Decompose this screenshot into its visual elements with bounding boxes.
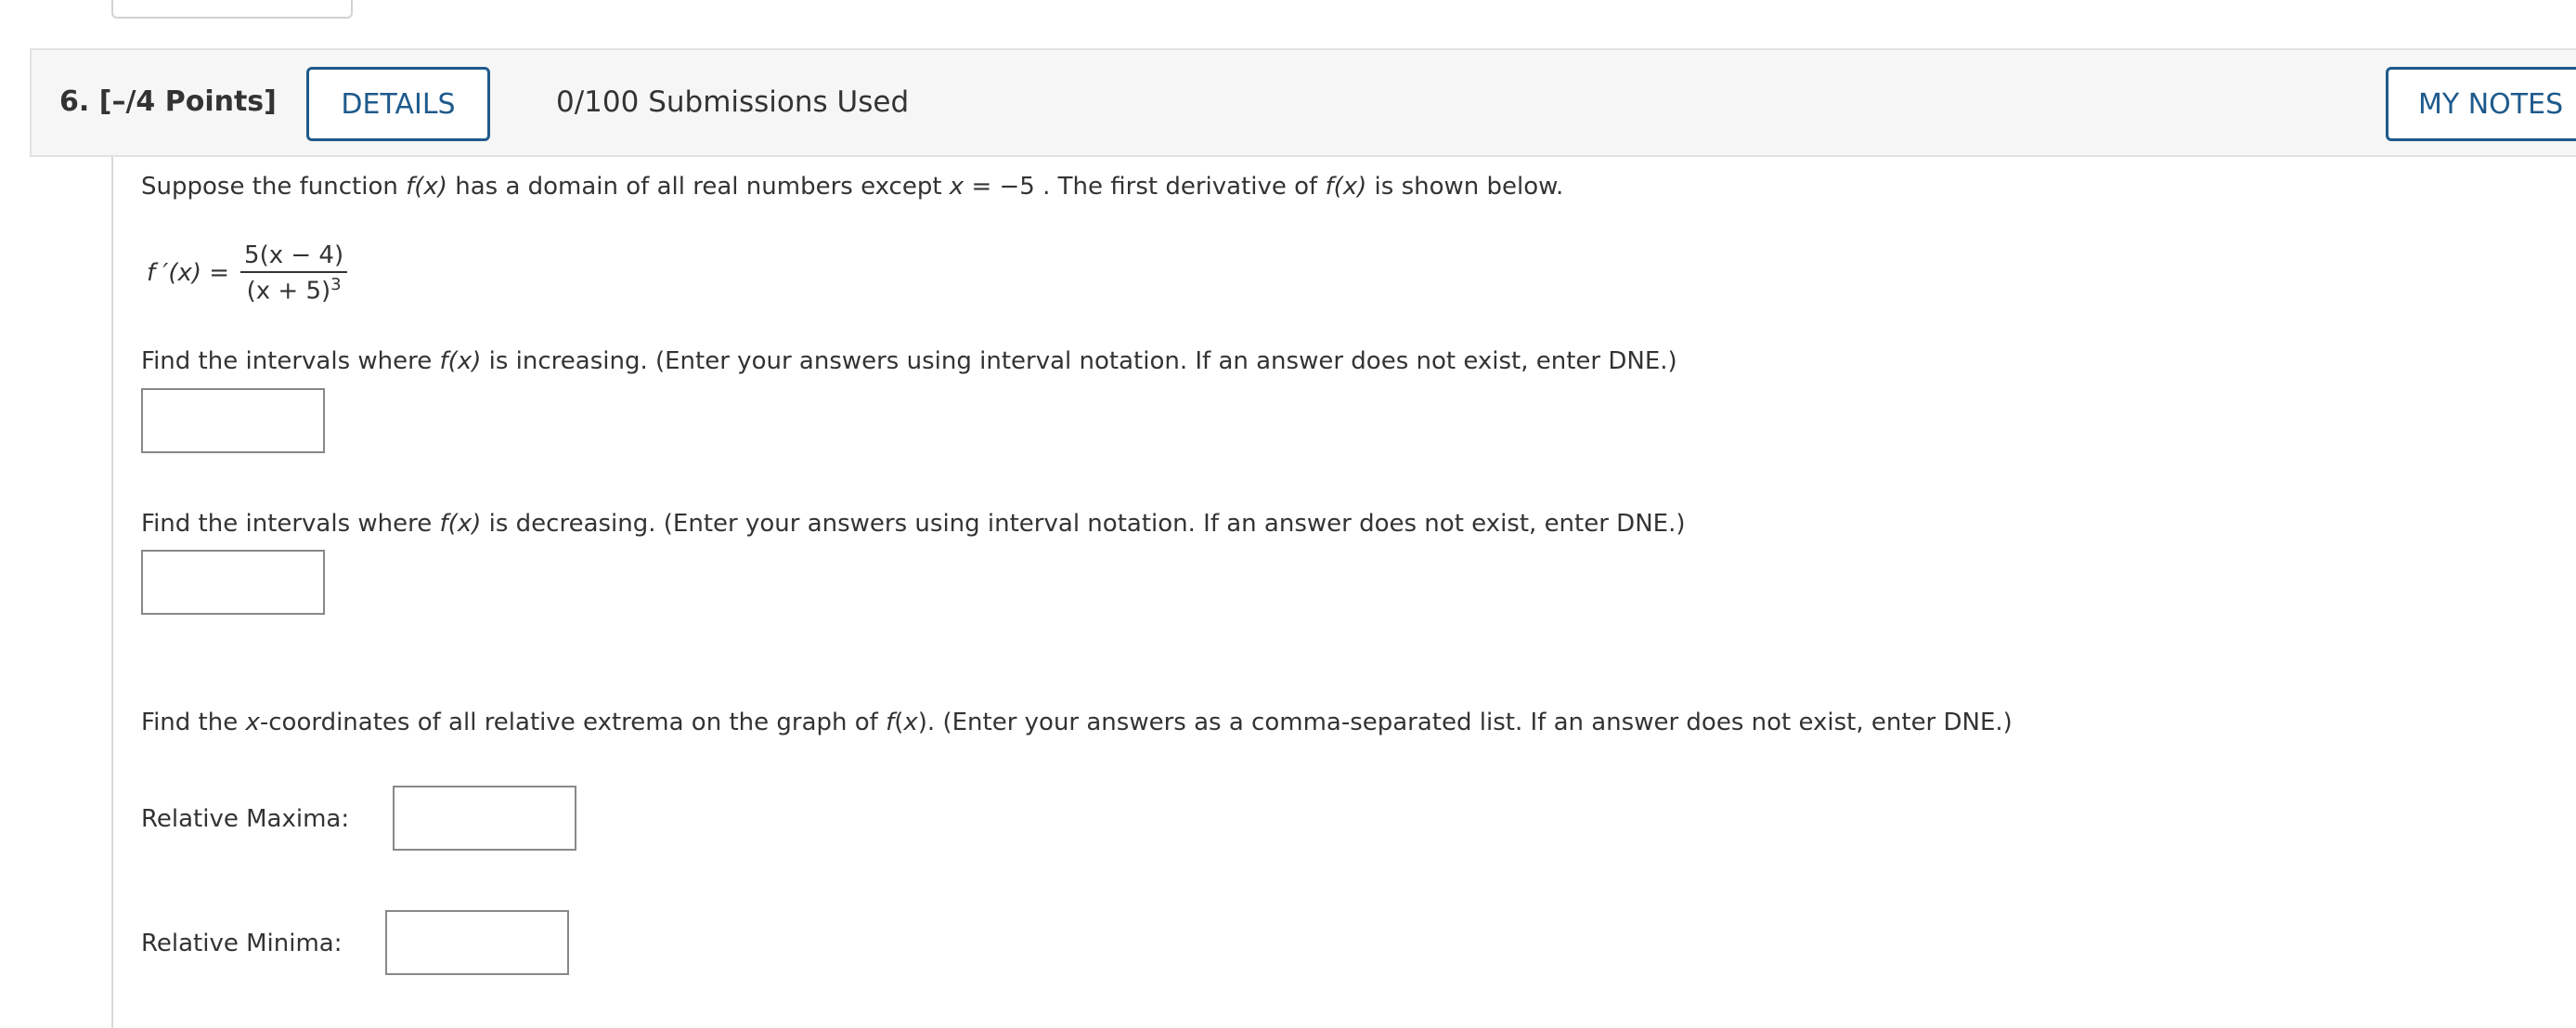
my-notes-button[interactable]: MY NOTES: [2386, 67, 2576, 141]
relative-maxima-input[interactable]: [393, 786, 576, 851]
question-intro: [141, 173, 1563, 201]
intro-value: −5: [999, 173, 1035, 201]
submissions-used: 0/100 Submissions Used: [556, 85, 910, 119]
increasing-text-2: is increasing. (Enter your answers using interval notation. If an answer does not exist, enter DNE.): [481, 347, 1677, 375]
content-divider: [111, 157, 113, 1028]
derivative-numerator: 5(x − 4): [240, 241, 347, 273]
question-number-points: [59, 85, 277, 118]
question-header: [30, 48, 2576, 157]
decreasing-text-1: Find the intervals where: [141, 510, 440, 538]
derivative-formula: [147, 241, 347, 306]
increasing-answer-input[interactable]: [141, 388, 325, 453]
derivative-exponent: 3: [330, 275, 342, 294]
previous-question-box: [111, 0, 353, 19]
increasing-prompt: [141, 347, 1677, 375]
derivative-lhs: f ′(x) =: [147, 259, 230, 288]
extrema-text-2: -coordinates of all relative extrema on the graph of: [259, 709, 887, 736]
extrema-x-2: x: [903, 709, 918, 736]
intro-fx: f(x): [406, 173, 447, 201]
increasing-text-1: Find the intervals where: [141, 347, 440, 375]
derivative-fraction: [240, 241, 347, 306]
extrema-x: x: [245, 709, 260, 736]
points-label: [–/4 Points]: [98, 85, 277, 118]
intro-text-4: is shown below.: [1366, 173, 1564, 201]
intro-x: x: [949, 173, 964, 201]
decreasing-prompt: [141, 510, 1686, 538]
question-number: 6.: [59, 85, 90, 118]
decreasing-answer-input[interactable]: [141, 550, 325, 615]
decreasing-text-2: is decreasing. (Enter your answers using interval notation. If an answer does not exist, enter DNE.): [481, 510, 1686, 538]
intro-text-2: has a domain of all real numbers except: [447, 173, 950, 201]
relative-minima-input[interactable]: [385, 910, 569, 975]
intro-eq: =: [964, 173, 1000, 201]
relative-minima-label: Relative Minima:: [141, 930, 343, 957]
extrema-paren-open: (: [894, 709, 904, 736]
details-button[interactable]: DETAILS: [306, 67, 490, 141]
increasing-fx: f(x): [439, 347, 482, 375]
intro-text-3: . The first derivative of: [1042, 173, 1326, 201]
relative-maxima-label: Relative Maxima:: [141, 805, 350, 833]
decreasing-fx: f(x): [439, 510, 482, 538]
intro-fx-2: f(x): [1325, 173, 1367, 201]
extrema-text-3: ). (Enter your answers as a comma-separated list. If an answer does not exist, enter DNE.): [917, 709, 2013, 736]
extrema-f: f: [886, 709, 895, 736]
intro-text-1: Suppose the function: [141, 173, 407, 201]
derivative-denominator: (x + 5): [246, 277, 331, 306]
extrema-prompt: [141, 709, 2013, 736]
derivative-denominator-wrap: [243, 273, 345, 306]
extrema-text-1: Find the: [141, 709, 246, 736]
